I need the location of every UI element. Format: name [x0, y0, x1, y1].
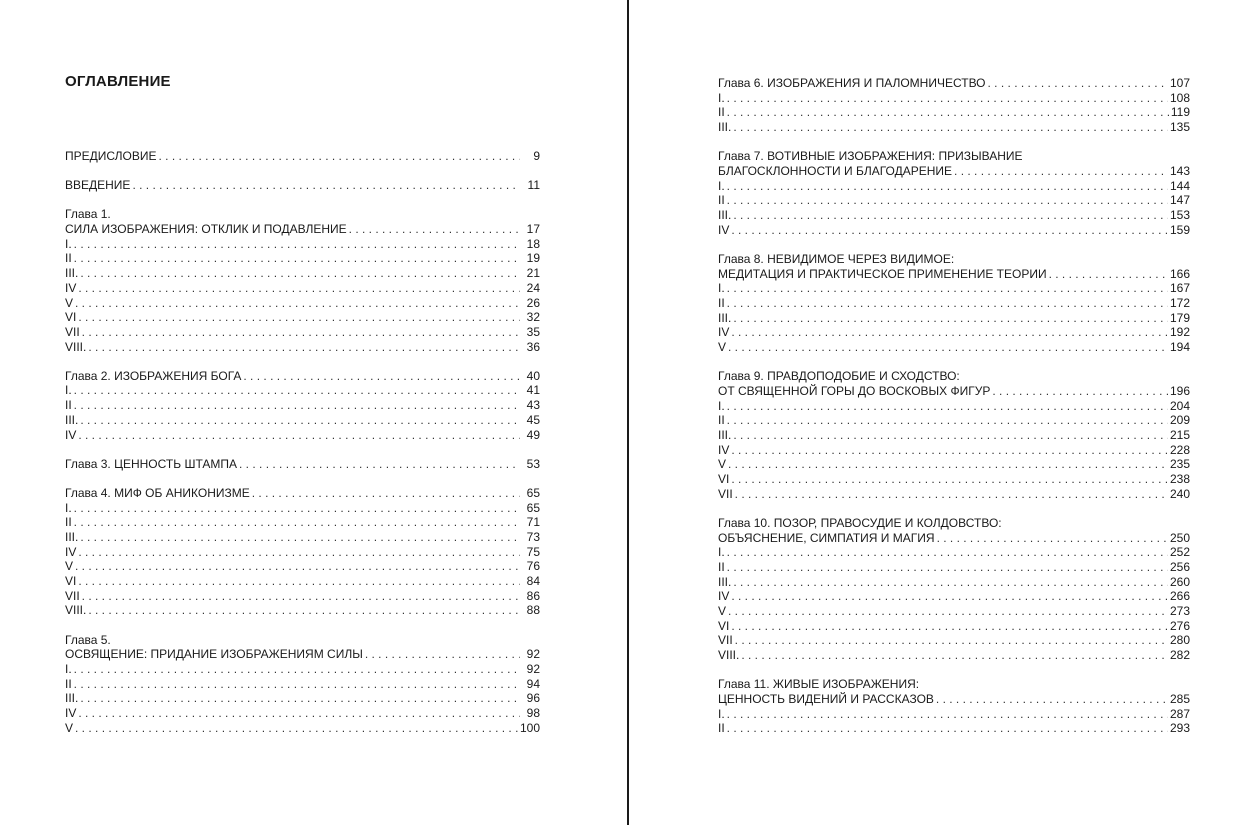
toc-entry-title: II: [718, 193, 725, 208]
toc-block: [65, 149, 540, 164]
toc-entry[interactable]: [65, 662, 540, 677]
toc-entry[interactable]: [65, 310, 540, 325]
toc-entry[interactable]: [718, 545, 1190, 560]
toc-entry-page: 282: [1169, 648, 1190, 663]
toc-entry-page: 24: [526, 280, 540, 295]
dot-leader: [727, 193, 1168, 208]
toc-entry[interactable]: [65, 677, 540, 692]
dot-leader: [731, 589, 1168, 604]
toc-entry-page: 280: [1169, 633, 1190, 648]
toc-entry-title: БЛАГОСКЛОННОСТИ И БЛАГОДАРЕНИЕ: [718, 163, 953, 178]
toc-entry-page: 73: [526, 529, 540, 544]
toc-entry-title: VI: [718, 472, 730, 486]
toc-entry-page: 235: [1169, 457, 1190, 472]
toc-entry-page: 238: [1169, 472, 1190, 486]
toc-entry[interactable]: [718, 76, 1190, 91]
dot-leader: [243, 369, 520, 384]
toc-entry-title: Глава 6. ИЗОБРАЖЕНИЯ И ПАЛОМНИЧЕСТВО: [718, 76, 986, 90]
toc-block: [718, 516, 1190, 663]
toc-entry-page: 215: [1169, 427, 1190, 442]
toc-entry[interactable]: [65, 559, 540, 574]
chapter-heading: Глава 7. ВОТИВНЫЕ ИЗОБРАЖЕНИЯ: ПРИЗЫВАНИЕ: [718, 149, 1023, 164]
toc-entry-page: 250: [1169, 530, 1190, 545]
toc-entry-title: V: [65, 295, 74, 310]
toc-entry[interactable]: [718, 457, 1190, 472]
toc-entry[interactable]: [718, 487, 1190, 502]
toc-entry[interactable]: [718, 428, 1190, 443]
toc-entry-title: ВВЕДЕНИЕ: [65, 178, 131, 193]
toc-entry-title: II: [65, 515, 72, 530]
dot-leader: [727, 399, 1168, 414]
toc-entry-title: СИЛА ИЗОБРАЖЕНИЯ: ОТКЛИК И ПОДАВЛЕНИЕ: [65, 222, 347, 237]
right-page: [630, 0, 1257, 825]
toc-entry-page: 266: [1169, 589, 1190, 604]
toc-entry-page: 147: [1169, 193, 1190, 208]
toc-entry[interactable]: [718, 340, 1190, 355]
toc-entry-title: II: [718, 559, 725, 574]
toc-entry-page: 276: [1169, 618, 1190, 633]
toc-entry-title: IV: [718, 325, 730, 340]
toc-entry-title: I.: [65, 383, 72, 398]
toc-entry[interactable]: [65, 428, 540, 443]
dot-leader: [937, 531, 1168, 546]
toc-entry-page: 19: [526, 251, 540, 266]
toc-entry-title: II: [718, 721, 725, 736]
toc-entry-title: II: [718, 413, 725, 428]
toc-entry-page: 76: [526, 559, 540, 574]
toc-entry-title: II: [718, 295, 725, 310]
toc-entry-page: 100: [519, 720, 540, 735]
toc-entry-title: IV: [718, 442, 730, 457]
toc-entry-title: II: [65, 398, 72, 413]
dot-leader: [731, 325, 1168, 340]
toc-entry-page: 204: [1169, 398, 1190, 413]
toc-entry-title: V: [65, 559, 74, 574]
toc-entry-title: VII: [65, 324, 80, 339]
toc-entry-title: VIII.: [718, 648, 740, 663]
toc-block: [65, 369, 540, 442]
dot-leader: [727, 179, 1168, 194]
dot-leader: [75, 296, 520, 311]
toc-entry-title: II: [718, 105, 725, 120]
dot-leader: [132, 178, 520, 193]
dot-leader: [78, 574, 520, 589]
toc-entry[interactable]: [65, 515, 540, 530]
dot-leader: [80, 530, 520, 545]
toc-entry-title: III.: [65, 529, 79, 544]
dot-leader: [74, 251, 520, 266]
toc-block: [65, 486, 540, 618]
dot-leader: [733, 311, 1168, 326]
toc-entry-page: 32: [526, 310, 540, 325]
toc-entry[interactable]: [718, 721, 1190, 736]
dot-leader: [741, 648, 1168, 663]
toc-entry-title: VIII.: [65, 339, 87, 354]
toc-entry-page: 43: [526, 398, 540, 413]
toc-entry-page: 18: [526, 236, 540, 251]
dot-leader: [727, 707, 1168, 722]
toc-entry-page: 153: [1169, 208, 1190, 222]
toc-entry-title: Глава 4. МИФ ОБ АНИКОНИЗМЕ: [65, 485, 250, 500]
dot-leader: [992, 384, 1168, 399]
dot-leader: [735, 487, 1168, 502]
dot-leader: [731, 619, 1168, 634]
toc-entry[interactable]: [718, 604, 1190, 619]
toc-entry-page: 36: [526, 339, 540, 354]
toc-entry-page: 94: [526, 676, 540, 691]
toc-entry-title: III.: [718, 574, 732, 589]
toc-entry-page: 192: [1169, 325, 1190, 340]
dot-leader: [78, 281, 520, 296]
dot-leader: [349, 222, 520, 237]
dot-leader: [82, 589, 520, 604]
toc-entry-page: 167: [1169, 281, 1190, 296]
toc-entry[interactable]: [718, 531, 1190, 546]
toc-entry[interactable]: [65, 149, 540, 164]
dot-leader: [727, 296, 1168, 311]
toc-entry-page: 92: [526, 647, 540, 662]
toc-entry-title: II: [65, 251, 72, 266]
toc-entry[interactable]: [718, 223, 1190, 238]
toc-entry[interactable]: [65, 530, 540, 545]
toc-entry[interactable]: [65, 691, 540, 706]
chapter-heading: Глава 11. ЖИВЫЕ ИЗОБРАЖЕНИЯ:: [718, 677, 920, 692]
toc-entry-title: I.: [718, 281, 725, 296]
toc-entry-title: VIII.: [65, 603, 87, 618]
toc-entry-page: 75: [526, 544, 540, 559]
toc-entry-title: III.: [718, 310, 732, 325]
toc-entry-title: I.: [718, 178, 725, 193]
toc-entry[interactable]: [718, 325, 1190, 340]
toc-entry-page: 49: [526, 427, 540, 442]
toc-entry-page: 65: [526, 500, 540, 515]
toc-block: [718, 76, 1190, 135]
toc-entry[interactable]: [718, 589, 1190, 604]
toc-entry-title: ЦЕННОСТЬ ВИДЕНИЙ И РАССКАЗОВ: [718, 691, 934, 706]
toc-entry-title: III.: [718, 208, 732, 222]
dot-leader: [74, 237, 520, 252]
toc-entry[interactable]: [718, 120, 1190, 135]
dot-leader: [74, 501, 520, 516]
toc-entry[interactable]: [65, 222, 540, 237]
dot-leader: [731, 443, 1168, 458]
toc-entry-title: VII: [718, 633, 733, 648]
dot-leader: [731, 223, 1168, 238]
toc-entry[interactable]: [65, 296, 540, 311]
dot-leader: [78, 428, 520, 443]
dot-leader: [733, 575, 1168, 590]
toc-block: [718, 149, 1190, 237]
toc-entry[interactable]: [65, 647, 540, 662]
toc-entry[interactable]: [65, 574, 540, 589]
toc-entry[interactable]: [718, 443, 1190, 458]
toc-entry-page: 135: [1169, 120, 1190, 135]
dot-leader: [728, 457, 1168, 472]
toc-entry-page: 256: [1169, 559, 1190, 574]
toc-entry-title: VI: [65, 310, 77, 325]
toc-entry-title: МЕДИТАЦИЯ И ПРАКТИЧЕСКОЕ ПРИМЕНЕНИЕ ТЕОРИИ: [718, 266, 1047, 281]
dot-leader: [82, 325, 520, 340]
dot-leader: [728, 604, 1168, 619]
toc-entry[interactable]: [718, 164, 1190, 179]
toc-entry-title: I.: [718, 706, 725, 721]
toc-entry-title: III.: [65, 266, 79, 281]
toc-entry-page: 108: [1169, 90, 1190, 105]
toc-entry[interactable]: [65, 237, 540, 252]
toc-entry-page: 143: [1169, 163, 1190, 178]
toc-entry-title: V: [718, 457, 727, 472]
toc-entry-title: IV: [718, 589, 730, 604]
toc-entry-page: 194: [1169, 340, 1190, 354]
dot-leader: [728, 340, 1168, 355]
toc-entry-page: 260: [1169, 574, 1190, 589]
toc-entry[interactable]: [718, 179, 1190, 194]
toc-entry-title: Глава 3. ЦЕННОСТЬ ШТАМПА: [65, 456, 238, 471]
toc-entry[interactable]: [718, 384, 1190, 399]
toc-entry[interactable]: [718, 91, 1190, 106]
toc-entry-page: 84: [526, 574, 540, 588]
toc-entry[interactable]: [718, 707, 1190, 722]
dot-leader: [88, 340, 520, 355]
toc-entry-title: V: [718, 340, 727, 354]
toc-entry-title: VII: [65, 588, 80, 603]
dot-leader: [727, 413, 1168, 428]
toc-entry[interactable]: [65, 251, 540, 266]
chapter-heading: Глава 5.: [65, 632, 111, 647]
dot-leader: [80, 266, 520, 281]
dot-leader: [731, 472, 1168, 487]
toc-entry-page: 179: [1169, 310, 1190, 325]
toc-entry-title: VII: [718, 486, 733, 501]
toc-entry[interactable]: [718, 281, 1190, 296]
toc-entry-title: V: [718, 604, 727, 618]
toc-entry-title: III.: [65, 412, 79, 427]
toc-entry-page: 26: [526, 295, 540, 310]
dot-leader: [727, 721, 1168, 736]
toc-entry-page: 273: [1169, 604, 1190, 618]
toc-entry-page: 92: [526, 661, 540, 676]
toc-entry[interactable]: [65, 369, 540, 384]
toc-entry-title: VI: [65, 574, 77, 588]
toc-entry-title: ОСВЯЩЕНИЕ: ПРИДАНИЕ ИЗОБРАЖЕНИЯМ СИЛЫ: [65, 647, 363, 662]
toc-entry-page: 144: [1169, 178, 1190, 193]
toc-entry-title: I.: [718, 90, 725, 105]
dot-leader: [727, 105, 1169, 120]
toc-entry[interactable]: [718, 633, 1190, 648]
toc-entry-page: 172: [1169, 295, 1190, 310]
toc-entry-page: 11: [527, 178, 540, 193]
toc-entry[interactable]: [65, 721, 540, 736]
toc-block: [65, 207, 540, 354]
dot-leader: [733, 120, 1168, 135]
dot-leader: [74, 662, 520, 677]
toc-entry-page: 9: [533, 149, 540, 163]
toc-entry[interactable]: [65, 501, 540, 516]
toc-block: [718, 677, 1190, 736]
dot-leader: [80, 691, 520, 706]
toc-entry[interactable]: [65, 383, 540, 398]
dot-leader: [727, 560, 1168, 575]
chapter-heading: Глава 10. ПОЗОР, ПРАВОСУДИЕ И КОЛДОВСТВО:: [718, 515, 1002, 530]
toc-entry-title: I.: [65, 661, 72, 676]
toc-entry-page: 21: [526, 266, 540, 281]
dot-leader: [1049, 267, 1168, 282]
toc-entry[interactable]: [65, 589, 540, 604]
dot-leader: [252, 486, 520, 501]
toc-entry-page: 166: [1169, 266, 1190, 281]
toc-entry-page: 119: [1170, 105, 1190, 120]
toc-entry-title: I.: [65, 500, 72, 515]
toc-entry[interactable]: [65, 486, 540, 501]
chapter-heading: Глава 8. НЕВИДИМОЕ ЧЕРЕЗ ВИДИМОЕ:: [718, 251, 955, 266]
toc-entry-title: III.: [718, 120, 732, 135]
toc-entry-title: ОТ СВЯЩЕННОЙ ГОРЫ ДО ВОСКОВЫХ ФИГУР: [718, 383, 991, 398]
left-page: [0, 0, 626, 825]
dot-leader: [936, 692, 1168, 707]
toc-entry[interactable]: [65, 545, 540, 560]
toc-entry[interactable]: [718, 296, 1190, 311]
toc-entry-page: 287: [1169, 706, 1190, 721]
dot-leader: [78, 545, 520, 560]
toc-entry-title: IV: [718, 222, 730, 237]
toc-entry-page: 98: [526, 706, 540, 720]
dot-leader: [239, 457, 520, 472]
toc-entry[interactable]: [718, 413, 1190, 428]
toc-entry-title: II: [65, 676, 72, 691]
toc-entry-page: 107: [1169, 76, 1190, 90]
toc-entry-page: 53: [526, 456, 540, 471]
toc-block: [65, 633, 540, 736]
toc-entry-title: III.: [718, 427, 732, 442]
toc-entry[interactable]: [65, 603, 540, 618]
toc-entry-title: ОБЪЯСНЕНИЕ, СИМПАТИЯ И МАГИЯ: [718, 530, 935, 545]
toc-entry-title: III.: [65, 691, 79, 706]
toc-entry[interactable]: [718, 692, 1190, 707]
toc-entry[interactable]: [718, 575, 1190, 590]
toc-entry[interactable]: [65, 281, 540, 296]
dot-leader: [727, 91, 1168, 106]
dot-leader: [74, 398, 520, 413]
toc-entry[interactable]: [65, 398, 540, 413]
toc-entry-title: I.: [718, 398, 725, 413]
toc-title: ОГЛАВЛЕНИЕ: [65, 73, 171, 90]
toc-block: [718, 369, 1190, 501]
toc-entry-page: 86: [526, 588, 540, 603]
toc-entry[interactable]: [65, 457, 540, 472]
toc-entry-page: 88: [526, 603, 540, 618]
toc-block: [718, 252, 1190, 355]
toc-entry-title: IV: [65, 544, 77, 559]
toc-entry[interactable]: [65, 706, 540, 721]
toc-entry-page: 159: [1169, 222, 1190, 237]
dot-leader: [78, 706, 520, 721]
toc-entry-page: 228: [1169, 442, 1190, 457]
toc-entry-page: 96: [526, 691, 540, 706]
toc-entry[interactable]: [718, 472, 1190, 487]
toc-entry-page: 285: [1169, 691, 1190, 706]
dot-leader: [954, 164, 1168, 179]
dot-leader: [74, 515, 520, 530]
toc-entry-page: 65: [526, 485, 540, 500]
dot-leader: [733, 208, 1168, 223]
toc-entry-title: IV: [65, 706, 77, 720]
toc-entry[interactable]: [65, 178, 540, 193]
toc-entry-page: 35: [526, 324, 540, 339]
toc-entry-page: 45: [526, 412, 540, 427]
toc-entry-page: 17: [526, 222, 540, 237]
dot-leader: [78, 310, 520, 325]
toc-entry[interactable]: [718, 560, 1190, 575]
toc-entry[interactable]: [718, 648, 1190, 663]
dot-leader: [727, 281, 1168, 296]
toc-entry-page: 240: [1169, 486, 1190, 501]
toc-entry-title: VI: [718, 618, 730, 633]
dot-leader: [80, 413, 520, 428]
toc-entry-page: 209: [1169, 413, 1190, 428]
toc-entry-title: V: [65, 720, 74, 735]
toc-entry-page: 252: [1169, 545, 1190, 560]
toc-entry[interactable]: [718, 105, 1190, 120]
toc-entry-title: I.: [65, 236, 72, 251]
toc-entry[interactable]: [65, 413, 540, 428]
dot-leader: [727, 545, 1168, 560]
toc-entry-title: ПРЕДИСЛОВИЕ: [65, 149, 157, 163]
toc-entry-title: Глава 2. ИЗОБРАЖЕНИЯ БОГА: [65, 368, 242, 383]
toc-entry-page: 71: [526, 515, 540, 530]
toc-entry-title: I.: [718, 545, 725, 560]
toc-entry[interactable]: [65, 325, 540, 340]
dot-leader: [733, 428, 1168, 443]
dot-leader: [74, 383, 520, 398]
toc-right-column: [718, 76, 1190, 751]
toc-entry[interactable]: [718, 267, 1190, 282]
dot-leader: [75, 559, 520, 574]
toc-entry[interactable]: [65, 340, 540, 355]
toc-entry[interactable]: [65, 266, 540, 281]
dot-leader: [735, 633, 1168, 648]
toc-entry[interactable]: [718, 193, 1190, 208]
chapter-heading: Глава 1.: [65, 207, 111, 222]
dot-leader: [365, 647, 520, 662]
toc-entry-title: IV: [65, 280, 77, 295]
toc-left-column: [65, 149, 540, 750]
dot-leader: [88, 603, 520, 618]
toc-entry[interactable]: [718, 399, 1190, 414]
toc-entry-page: 41: [526, 383, 540, 398]
chapter-heading: Глава 9. ПРАВДОПОДОБИЕ И СХОДСТВО:: [718, 369, 960, 384]
toc-entry-page: 293: [1169, 721, 1190, 736]
toc-entry-page: 196: [1169, 383, 1190, 398]
dot-leader: [159, 149, 521, 164]
toc-entry[interactable]: [718, 208, 1190, 223]
toc-entry[interactable]: [718, 619, 1190, 634]
dot-leader: [988, 76, 1168, 91]
toc-entry-page: 40: [526, 368, 540, 383]
toc-entry-title: IV: [65, 427, 77, 442]
toc-block: [65, 178, 540, 193]
dot-leader: [74, 677, 520, 692]
toc-entry[interactable]: [718, 311, 1190, 326]
dot-leader: [75, 721, 518, 736]
toc-block: [65, 457, 540, 472]
book-spine: [627, 0, 629, 825]
